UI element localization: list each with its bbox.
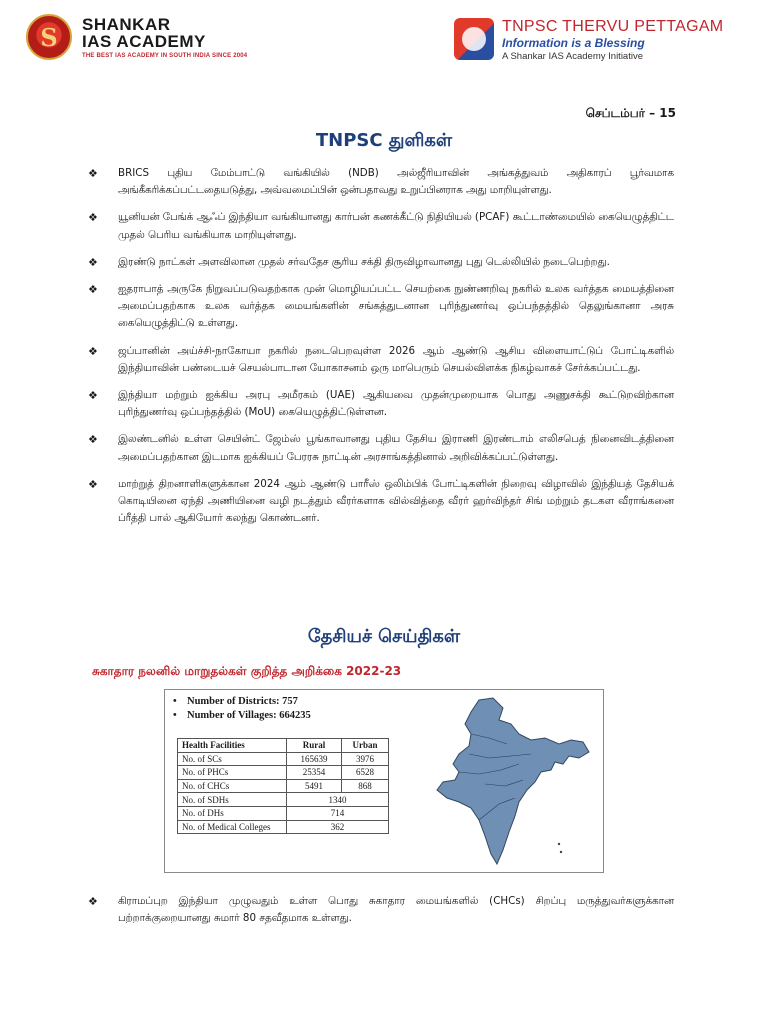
list-item-text: ஜப்பானின் அய்ச்சி-நாகோயா நகரில் நடைபெறவுள்ள 2026 ஆம் ஆண்டு ஆசிய விளையாட்டுப் போட்டிகளில் இந்தியாவின் பண்டையச் செயல்பாடான யோகாசனம் ஒரு மாபெரும் செயல்விளக்க நிகழ்வாகச் சேர்க்கப்பட்டது.	[118, 344, 674, 374]
logo-line2: IAS ACADEMY	[82, 32, 206, 51]
cell-label: No. of SCs	[178, 752, 287, 766]
tnpsc-thervu-pettagam-logo	[454, 16, 754, 64]
academy-emblem-icon	[26, 14, 72, 60]
table-row	[178, 766, 389, 780]
list-item-text: கிராமப்புற இந்தியா முழுவதும் உள்ள பொது சுகாதார மையங்களில் (CHCs) சிறப்பு மருத்துவர்களுக்கான பற்றாக்குறையானது சுமார் 80 சதவீதமாக உள்ளது.	[118, 895, 674, 925]
section-title-tnpsc: TNPSC துளிகள்	[315, 130, 453, 151]
bullet-marker-icon: ❖	[88, 283, 98, 297]
bullet-marker-icon: ❖	[88, 211, 98, 225]
cell-rural: 165639	[287, 752, 342, 766]
header-facilities: Health Facilities	[178, 739, 287, 753]
pettagam-emblem-icon	[454, 18, 494, 60]
emblem-letter: S	[40, 22, 58, 52]
list-item-text: யூனியன் பேங்க் ஆஃப் இந்தியா வங்கியானது கார்பன் கணக்கீட்டு நிதியியல் (PCAF) கூட்டாண்மையில் கையெழுத்திட்ட முதல் பெரிய வங்கியாக மாறியுள்ளது.	[118, 211, 674, 241]
india-map-icon	[419, 694, 599, 870]
health-facilities-table	[177, 738, 389, 834]
districts-stat: • Number of Districts: 757	[187, 696, 298, 707]
cell-label: No. of CHCs	[178, 779, 287, 793]
table-row	[178, 820, 389, 834]
cell-combined: 1340	[287, 793, 389, 807]
islands-marker	[558, 843, 560, 845]
table-row	[178, 793, 389, 807]
list-item	[88, 281, 674, 333]
list-item-text: ஐதராபாத் அருகே நிறுவப்படுவதற்காக முன் மொழியப்பட்ட செயற்கை நுண்ணறிவு நகரில் உலக வர்த்தக மையத்தினை அமைப்பதற்காக உலக வர்த்தக மையங்களின் சங்கத்துடனான புரிந்துணர்வு ஒப்பந்தத்தில் தெலுங்கானா அரசு கையெழுத்திட்டு உள்ளது.	[118, 283, 674, 330]
cell-urban: 3976	[342, 752, 389, 766]
islands-marker	[560, 851, 562, 853]
list-item-text: இரண்டு நாட்கள் அளவிலான முதல் சர்வதேச சூரிய சக்தி திருவிழாவானது புது டெல்லியில் நடைபெற்றது.	[118, 255, 610, 268]
bullet-marker-icon: ❖	[88, 167, 98, 180]
bullet-marker-icon: ❖	[88, 344, 98, 358]
list-item	[88, 476, 674, 528]
list-item	[88, 254, 674, 271]
bullet-marker-icon: ❖	[88, 895, 98, 908]
cell-label: No. of Medical Colleges	[178, 820, 287, 834]
pettagam-title: TNPSC THERVU PETTAGAM	[502, 18, 724, 35]
cell-label: No. of DHs	[178, 806, 287, 820]
list-item-text: BRICS புதிய மேம்பாட்டு வங்கியில் (NDB) அல்ஜீரியாவின் அங்கத்துவம் அதிகாரப் பூர்வமாக அங்கீகரிக்கப்பட்டதையடுத்து, அவ்வமைப்பின் ஒன்பதாவது உறுப்பினராக அது மாறியுள்ளது.	[118, 167, 674, 197]
table-row	[178, 779, 389, 793]
document-date: செப்டம்பர் – 15	[585, 106, 676, 120]
logo-tagline: THE BEST IAS ACADEMY IN SOUTH INDIA SINCE 2004	[82, 53, 248, 59]
cell-rural: 25354	[287, 766, 342, 780]
cell-rural: 5491	[287, 779, 342, 793]
list-item-text: இலண்டனில் உள்ள செயின்ட் ஜேம்ஸ் பூங்காவானது புதிய தேசிய இராணி இரண்டாம் எலிசபெத் நினைவிடத்தினை அமைப்பதற்கான இடமாக ஐக்கியப் பேரரசு நாட்டின் அரசாங்கத்தினால் அறிவிக்கப்பட்டுள்ளது.	[118, 433, 674, 463]
bullet-marker-icon: ❖	[88, 389, 98, 403]
logo-line1: SHANKAR	[82, 15, 171, 34]
national-news-bullet-list	[88, 893, 674, 927]
bullet-marker-icon: ❖	[88, 477, 98, 491]
villages-stat: • Number of Villages: 664235	[187, 710, 311, 721]
header-urban: Urban	[342, 739, 389, 753]
report-subtitle: சுகாதார நலனில் மாறுதல்கள் குறித்த அறிக்கை 2022-23	[92, 664, 402, 678]
list-item	[88, 343, 674, 377]
list-item-text: இந்தியா மற்றும் ஐக்கிய அரபு அமீரகம் (UAE) ஆகியவை முதன்முறையாக பொது அணுசக்தி கூட்டுறவிற்கான புரிந்துணர்வு ஒப்பந்தத்தில் (MoU) கையெழுத்திட்டுள்ளன.	[118, 389, 674, 419]
header-rural: Rural	[287, 739, 342, 753]
list-item	[88, 165, 674, 199]
india-map-shape	[437, 698, 589, 864]
list-item	[88, 893, 674, 927]
cell-combined: 362	[287, 820, 389, 834]
cell-urban: 6528	[342, 766, 389, 780]
list-item	[88, 431, 674, 465]
list-item-text: மாற்றுத் திறனாளிகளுக்கான 2024 ஆம் ஆண்டு பாரீஸ் ஒலிம்பிக் போட்டிகளின் நிறைவு விழாவில் இந்தியத் தேசியக் கொடியினை ஏந்தி அணியினை வழி நடத்தும் வீரர்களாக வில்வித்தை வீரர் ஹர்விந்தர் சிங் மற்றும் தடகள வீராங்கனை ப்ரீத்தி பால் ஆகியோர் கலந்து கொண்டனர்.	[118, 477, 674, 525]
cell-urban: 868	[342, 779, 389, 793]
table-row	[178, 752, 389, 766]
table-row	[178, 806, 389, 820]
table-header-row	[178, 739, 389, 753]
list-item	[88, 209, 674, 243]
bullet-marker-icon: ❖	[88, 433, 98, 447]
cell-label: No. of PHCs	[178, 766, 287, 780]
shankar-ias-logo	[26, 14, 246, 62]
bullet-marker-icon: ❖	[88, 255, 98, 269]
cell-combined: 714	[287, 806, 389, 820]
pettagam-initiative: A Shankar IAS Academy Initiative	[502, 51, 643, 62]
cell-label: No. of SDHs	[178, 793, 287, 807]
tnpsc-bullet-list	[88, 165, 674, 537]
pettagam-slogan: Information is a Blessing	[502, 36, 645, 50]
section-title-national-news: தேசியச் செய்திகள்	[307, 626, 461, 647]
list-item	[88, 387, 674, 421]
health-facilities-figure	[164, 689, 604, 873]
